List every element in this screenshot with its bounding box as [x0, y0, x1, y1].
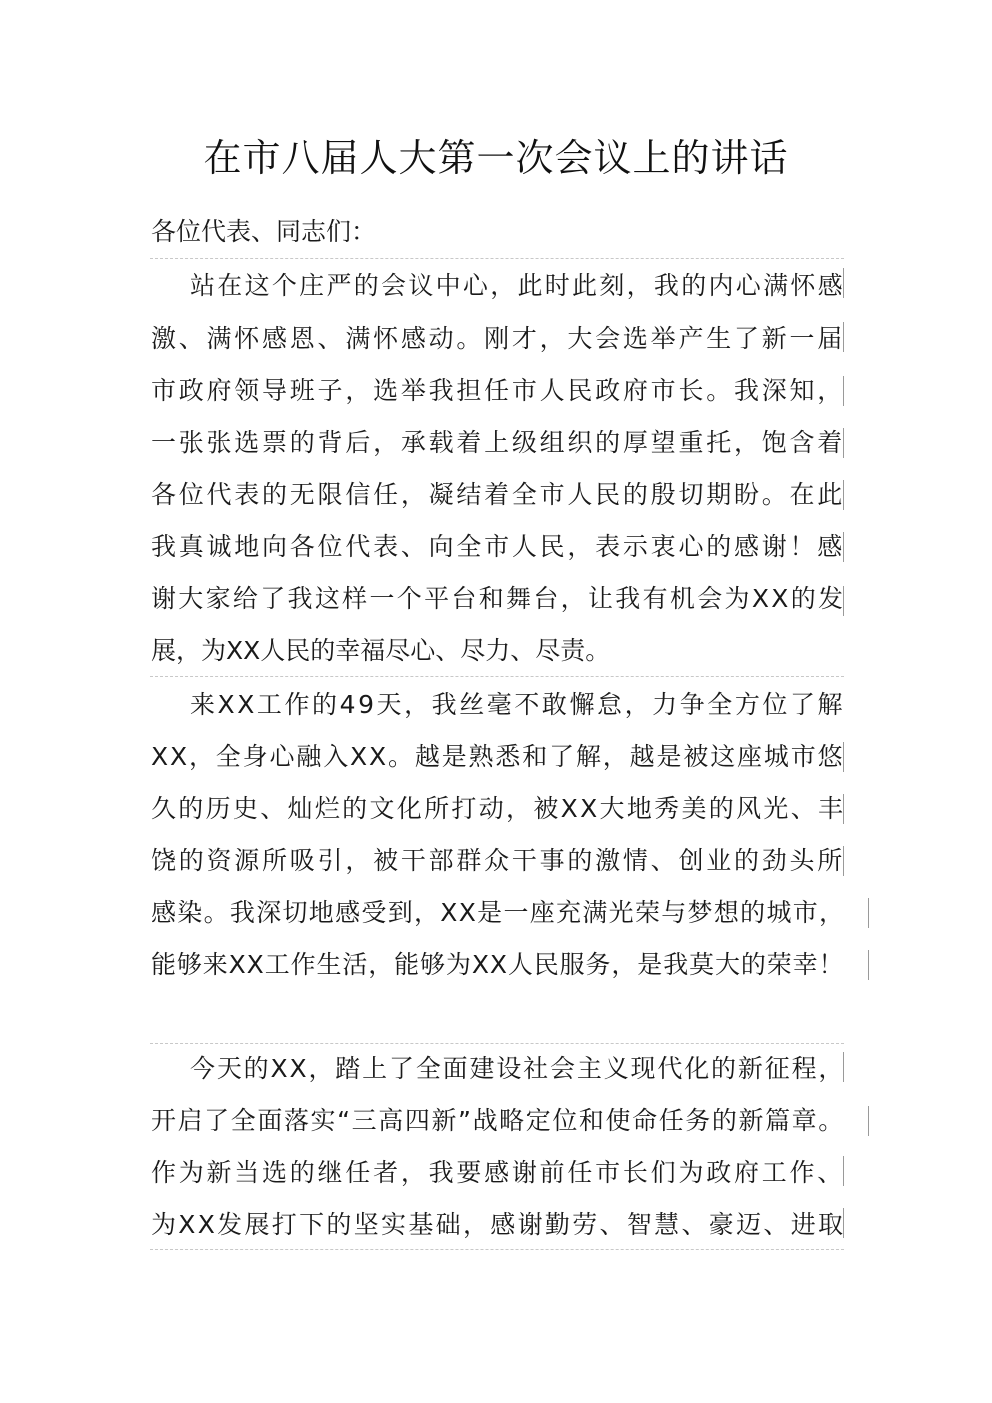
paragraph-line: 市政府领导班子，选举我担任市人民政府市长。我深知， [151, 376, 846, 405]
paragraph-line: 作为新当选的继任者，我要感谢前任市长们为政府工作、 [151, 1158, 846, 1187]
paragraph-rule [150, 1249, 844, 1250]
paragraph-line: 一张张选票的背后，承载着上级组织的厚望重托，饱含着 [151, 428, 846, 457]
margin-mark [868, 950, 869, 980]
paragraph-rule [150, 676, 844, 677]
paragraph-line: 激、满怀感恩、满怀感动。刚才，大会选举产生了新一届 [151, 324, 846, 353]
paragraph-line: 开启了全面落实“三高四新”战略定位和使命任务的新篇章。 [151, 1106, 845, 1135]
paragraph-line: 各位代表的无限信任，凝结着全市人民的殷切期盼。在此 [151, 480, 846, 509]
paragraph-line: 来XX工作的49天，我丝毫不敢懈怠，力争全方位了解 [190, 690, 846, 719]
paragraph-line: 我真诚地向各位代表、向全市人民，表示衷心的感谢！感 [151, 532, 846, 561]
paragraph-line: XX，全身心融入XX。越是熟悉和了解，越是被这座城市悠 [151, 742, 845, 771]
paragraph-line: 今天的XX，踏上了全面建设社会主义现代化的新征程， [190, 1054, 846, 1083]
margin-mark [868, 1106, 869, 1136]
paragraph-line: 感染。我深切地感受到，XX是一座充满光荣与梦想的城市， [151, 898, 846, 927]
paragraph-line: 站在这个庄严的会议中心，此时此刻，我的内心满怀感 [190, 271, 845, 300]
paragraph-line: 久的历史、灿烂的文化所打动，被XX大地秀美的风光、丰 [151, 794, 846, 823]
paragraph-line: 为XX发展打下的坚实基础，感谢勤劳、智慧、豪迈、进取 [151, 1210, 846, 1239]
margin-mark [868, 898, 869, 928]
document-title: 在市八届人大第一次会议上的讲话 [203, 136, 789, 180]
paragraph-line: 展，为XX人民的幸福尽心、尽力、尽责。 [151, 636, 611, 665]
paragraph-line: 饶的资源所吸引，被干部群众干事的激情、创业的劲头所 [151, 846, 846, 875]
paragraph-rule [150, 1043, 844, 1044]
paragraph-rule [150, 258, 844, 259]
salutation: 各位代表、同志们： [151, 217, 377, 246]
paragraph-line: 能够来XX工作生活，能够为XX人民服务，是我莫大的荣幸！ [151, 950, 845, 979]
paragraph-line: 谢大家给了我这样一个平台和舞台，让我有机会为XX的发 [151, 584, 846, 613]
